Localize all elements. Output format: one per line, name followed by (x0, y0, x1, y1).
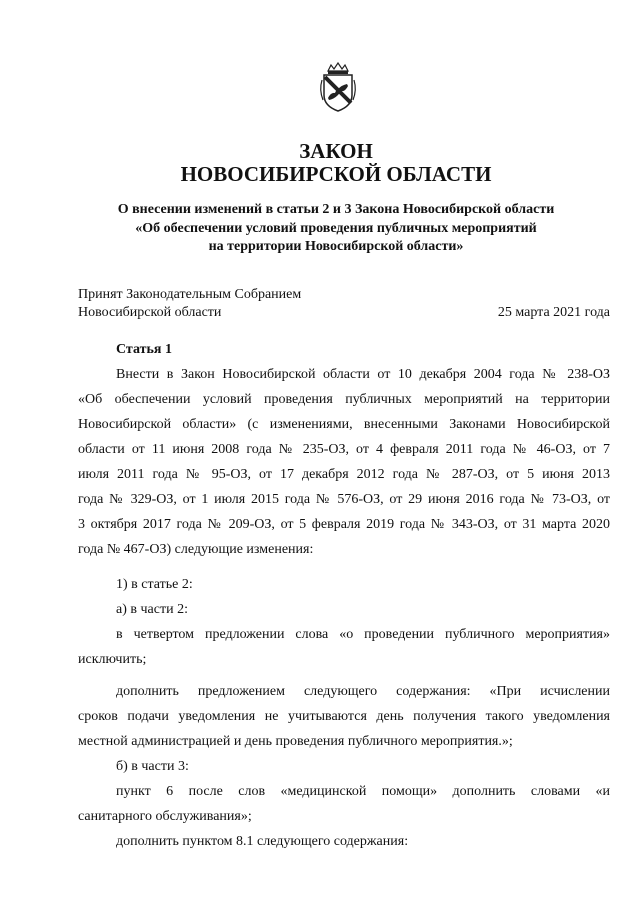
article-text-line: дополнить предложением следующего содержания: «При исчислении (116, 684, 610, 699)
article-text-line: дополнить пунктом 8.1 следующего содержания: (116, 834, 409, 849)
article-heading: Статья 1 (116, 342, 172, 357)
adoption-body-line: Принят Законодательным Собранием (78, 287, 302, 302)
article-text-line: Новосибирской области» (с изменениями, внесенными Законами Новосибирской (78, 417, 610, 432)
adoption-body-line: Новосибирской области (78, 305, 222, 320)
article-text-line: пункт 6 после слов «медицинской помощи» дополнить словами «и (116, 784, 610, 799)
adoption-date: 25 марта 2021 года (497, 305, 610, 320)
article-text-line: июля 2011 года № 95-ОЗ, от 17 декабря 2012 года № 287-ОЗ, от 5 июня 2013 (78, 467, 610, 482)
article-text-line: 3 октября 2017 года № 209-ОЗ, от 5 февраля 2019 года № 343-ОЗ, от 31 марта 2020 (78, 517, 610, 532)
list-item: б) в части 3: (116, 759, 189, 774)
article-text-line: «Об обеспечении условий проведения публичных мероприятий на территории (78, 392, 610, 407)
article-text-line: в четвертом предложении слова «о проведении публичного мероприятия» (116, 627, 610, 642)
article-text-line: года № 329-ОЗ, от 1 июля 2015 года № 576-ОЗ, от 29 июня 2016 года № 73-ОЗ, от (78, 492, 610, 507)
law-region-title: НОВОСИБИРСКОЙ ОБЛАСТИ (180, 162, 492, 186)
law-subject-line: О внесении изменений в статьи 2 и 3 Закона Новосибирской области (117, 202, 555, 217)
article-text-line: санитарного обслуживания»; (78, 809, 252, 824)
article-text-line: года № 467-ОЗ) следующие изменения: (78, 542, 314, 557)
law-subject-line: на территории Новосибирской области» (208, 239, 464, 254)
article-text-line: исключить; (78, 652, 147, 667)
article-text-line: Внести в Закон Новосибирской области от 10 декабря 2004 года № 238-ОЗ (116, 367, 610, 382)
list-item: а) в части 2: (116, 602, 188, 617)
law-title: ЗАКОН (299, 139, 373, 163)
law-subject-line: «Об обеспечении условий проведения публичных мероприятий (135, 221, 537, 236)
article-text-line: сроков подачи уведомления не учитываются день получения такого уведомления (78, 709, 610, 724)
novosibirsk-coat-of-arms-icon (318, 62, 358, 114)
article-text-line: области от 11 июня 2008 года № 235-ОЗ, от 4 февраля 2011 года № 46-ОЗ, от 7 (78, 442, 610, 457)
article-text-line: местной администрацией и день проведения публичного мероприятия.»; (78, 734, 513, 749)
list-item: 1) в статье 2: (116, 577, 193, 592)
